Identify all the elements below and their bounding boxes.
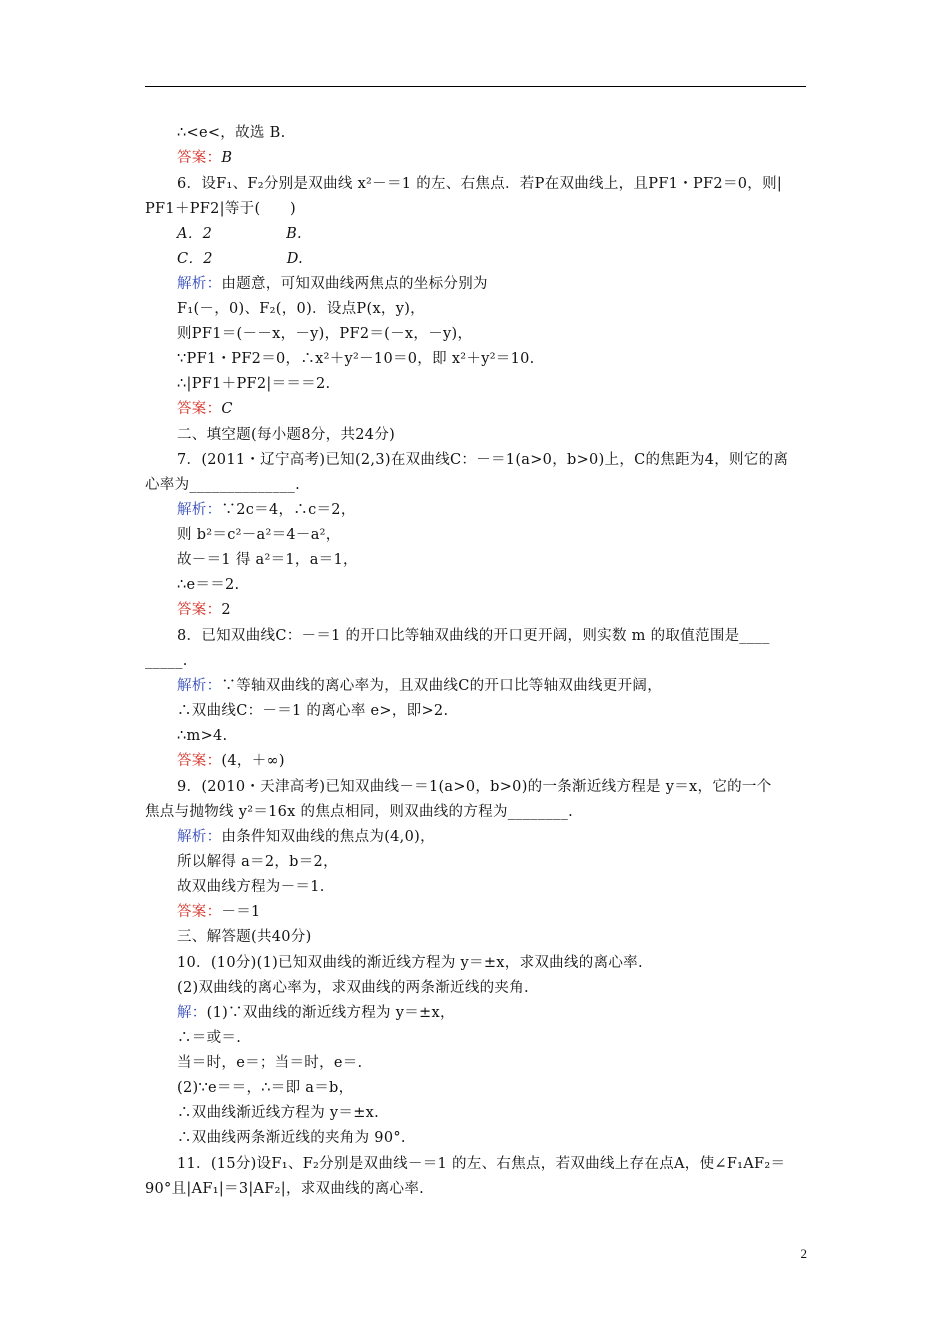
question-line: PF1＋PF2|等于( ) xyxy=(145,201,296,217)
text-line: ∵PF1・PF2＝0，∴x²＋y²－10＝0，即 x²＋y²＝10. xyxy=(177,351,535,367)
option-line: A．2 B. xyxy=(177,226,302,242)
page-number: 2 xyxy=(800,1246,807,1261)
section-heading: 三、解答题(共40分) xyxy=(177,929,312,945)
text-line: ∴双曲线C：－＝1 的离心率 e>，即>2. xyxy=(177,703,449,719)
question-line: 心率为______________. xyxy=(145,477,301,493)
question-line: 11．(15分)设F₁、F₂分别是双曲线－＝1 的左、右焦点，若双曲线上存在点A，使∠F₁AF₂＝ xyxy=(177,1156,786,1172)
text-line: ∴双曲线渐近线方程为 y＝±x. xyxy=(177,1105,380,1121)
answer-value: (4，＋∞) xyxy=(221,753,285,769)
analysis-label: 解析： xyxy=(177,829,222,845)
question-line: 7．(2011・辽宁高考)已知(2,3)在双曲线C：－＝1(a>0，b>0)上，C的焦距为4，则它的离 xyxy=(177,452,789,468)
text-line: F₁(－，0)、F₂(，0)．设点P(x，y)， xyxy=(177,301,425,317)
text-line: (2)∵e＝＝，∴＝即 a＝b， xyxy=(177,1080,354,1096)
answer-value: B xyxy=(221,150,233,166)
analysis-text: ∵等轴双曲线的离心率为，且双曲线C的开口比等轴双曲线更开阔， xyxy=(221,678,662,694)
text-line: 则PF1＝(－－x，－y)，PF2＝(－x，－y)， xyxy=(177,326,473,342)
analysis-line xyxy=(177,501,356,519)
answer-line xyxy=(177,601,231,619)
solution-line xyxy=(177,1004,455,1022)
solution-text: (1)∵双曲线的渐近线方程为 y＝±x， xyxy=(206,1005,455,1021)
section-heading: 二、填空题(每小题8分，共24分) xyxy=(177,427,396,443)
answer-label: 答案： xyxy=(177,150,222,166)
text-line: ∴＝或＝. xyxy=(177,1030,242,1046)
question-line: (2)双曲线的离心率为，求双曲线的两条渐近线的夹角. xyxy=(177,980,529,996)
text-line: 所以解得 a＝2，b＝2， xyxy=(177,854,338,870)
text-line: 当＝时，e＝；当＝时，e＝. xyxy=(177,1055,363,1071)
answer-value: C xyxy=(221,401,233,417)
text-line: ∴e＝＝2. xyxy=(177,577,240,593)
analysis-text: 由条件知双曲线的焦点为(4,0)， xyxy=(221,829,435,845)
analysis-line xyxy=(177,275,488,293)
analysis-line xyxy=(177,828,435,846)
option-line: C．2 D. xyxy=(177,251,304,267)
analysis-text: ∵2c＝4，∴c＝2， xyxy=(221,502,356,518)
answer-label: 答案： xyxy=(177,753,222,769)
answer-line xyxy=(177,149,232,167)
answer-line xyxy=(177,903,261,921)
answer-label: 答案： xyxy=(177,401,222,417)
question-line: _____. xyxy=(145,653,188,669)
answer-value: －＝1 xyxy=(221,904,261,920)
text-line: ∴|PF1＋PF2|＝＝＝2. xyxy=(177,376,331,392)
text-line: ∴<e<，故选 B. xyxy=(177,125,286,141)
analysis-line xyxy=(177,677,662,695)
analysis-label: 解析： xyxy=(177,502,222,518)
question-line: 8．已知双曲线C：－＝1 的开口比等轴双曲线的开口更开阔，则实数 m 的取值范围是____ xyxy=(177,628,770,644)
text-line: ∴双曲线两条渐近线的夹角为 90°. xyxy=(177,1130,406,1146)
text-line: 故双曲线方程为－＝1. xyxy=(177,879,325,895)
analysis-text: 由题意，可知双曲线两焦点的坐标分别为 xyxy=(221,276,488,292)
question-line: 6．设F₁、F₂分别是双曲线 x²－＝1 的左、右焦点．若P在双曲线上，且PF1・PF2＝0，则| xyxy=(177,176,783,192)
question-line: 90°且|AF₁|＝3|AF₂|，求双曲线的离心率. xyxy=(145,1181,425,1197)
solution-label: 解： xyxy=(177,1005,207,1021)
text-line: 则 b²＝c²－a²＝4－a²， xyxy=(177,527,341,543)
answer-label: 答案： xyxy=(177,602,222,618)
text-line: 故－＝1 得 a²＝1，a＝1， xyxy=(177,552,358,568)
question-line: 9．(2010・天津高考)已知双曲线－＝1(a>0，b>0)的一条渐近线方程是 y＝x，它的一个 xyxy=(177,779,772,795)
question-line: 焦点与抛物线 y²＝16x 的焦点相同，则双曲线的方程为________. xyxy=(145,804,574,820)
question-line: 10．(10分)(1)已知双曲线的渐近线方程为 y＝±x，求双曲线的离心率. xyxy=(177,955,643,971)
text-line: ∴m>4. xyxy=(177,728,228,744)
header-rule xyxy=(145,86,806,87)
answer-value: 2 xyxy=(221,602,231,618)
answer-label: 答案： xyxy=(177,904,222,920)
answer-line xyxy=(177,752,285,770)
answer-line xyxy=(177,400,233,418)
analysis-label: 解析： xyxy=(177,276,222,292)
analysis-label: 解析： xyxy=(177,678,222,694)
